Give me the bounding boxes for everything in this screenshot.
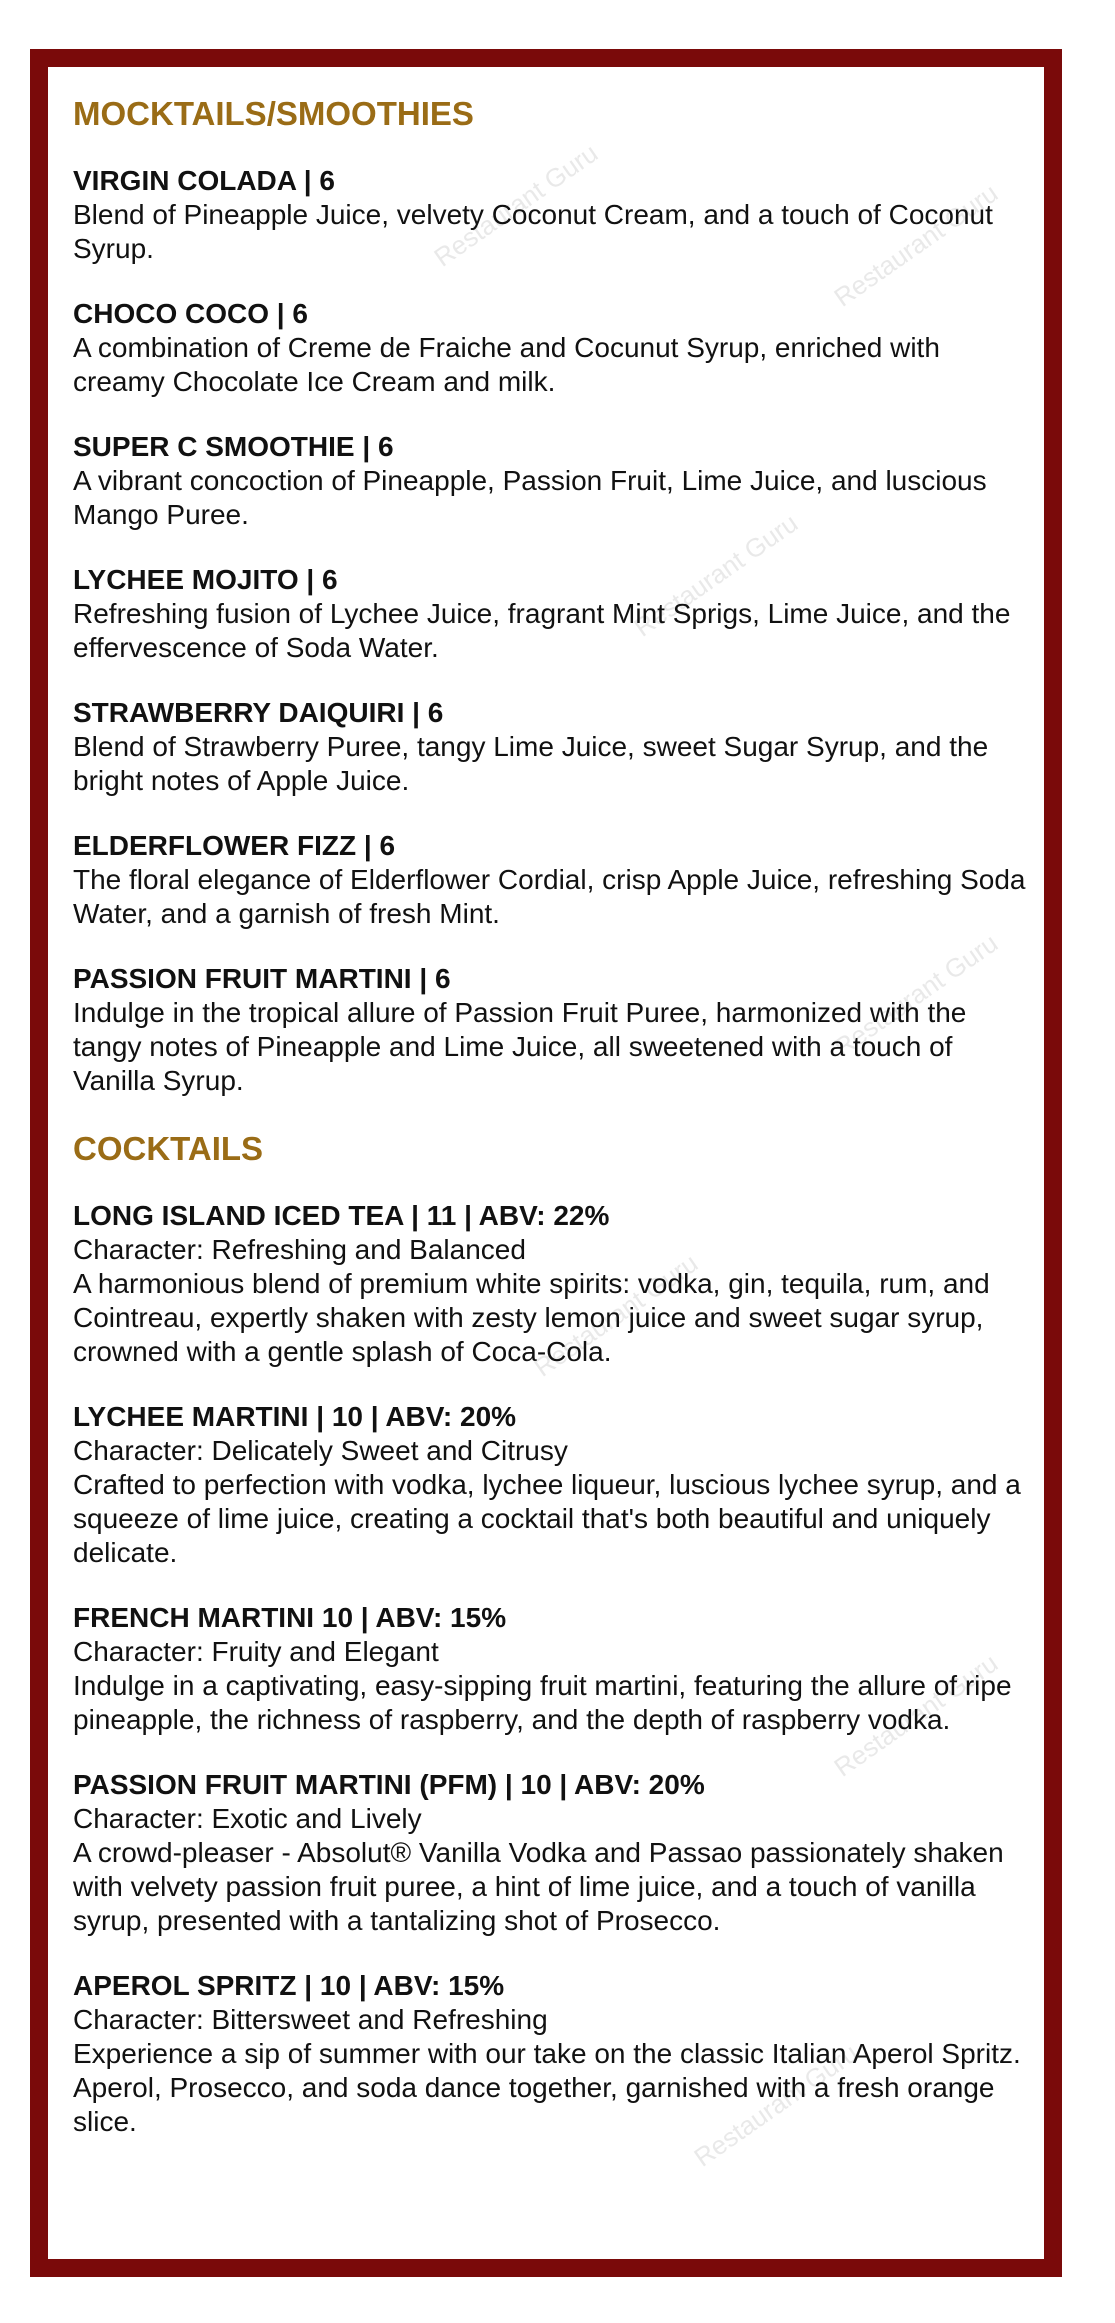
item-description: Crafted to perfection with vodka, lychee liqueur, luscious lychee syrup, and a squeeze of lime juice, creating a cocktail that's both beautiful and uniquely delicate. (73, 1469, 1021, 1568)
menu-item (73, 1768, 1033, 1938)
menu-item (73, 430, 1033, 532)
item-description: A crowd-pleaser - Absolut® Vanilla Vodka and Passao passionately shaken with velvety passion fruit puree, a hint of lime juice, and a touch of vanilla syrup, presented with a tantalizing shot of Prosecco. (73, 1837, 1004, 1936)
item-description: A combination of Creme de Fraiche and Cocunut Syrup, enriched with creamy Chocolate Ice Cream and milk. (73, 332, 940, 397)
watermark-text: Restaurant Guru (528, 1247, 704, 1383)
menu-item (73, 1969, 1033, 2139)
watermark-text: Restaurant Guru (428, 137, 604, 273)
item-description: A harmonious blend of premium white spirits: vodka, gin, tequila, rum, and Cointreau, expertly shaken with zesty lemon juice and sweet sugar syrup, crowned with a gentle splash of Coca-Cola. (73, 1268, 990, 1367)
menu-item (73, 829, 1033, 931)
watermark-text: Restaurant Guru (628, 507, 804, 643)
item-name: VIRGIN COLADA | 6 (73, 165, 335, 196)
item-name: CHOCO COCO | 6 (73, 298, 308, 329)
item-name: ELDERFLOWER FIZZ | 6 (73, 830, 396, 861)
menu-item (73, 563, 1033, 665)
watermark-text: Restaurant Guru (828, 177, 1004, 313)
item-name: PASSION FRUIT MARTINI | 6 (73, 963, 451, 994)
item-description: Indulge in the tropical allure of Passion Fruit Puree, harmonized with the tangy notes of Pineapple and Lime Juice, all sweetened with a touch of Vanilla Syrup. (73, 997, 967, 1096)
item-description: Refreshing fusion of Lychee Juice, fragrant Mint Sprigs, Lime Juice, and the effervescence of Soda Water. (73, 598, 1011, 663)
item-character: Character: Fruity and Elegant (73, 1636, 439, 1667)
menu-item (73, 1199, 1033, 1369)
item-name: LYCHEE MARTINI | 10 | ABV: 20% (73, 1401, 517, 1432)
item-description: Blend of Strawberry Puree, tangy Lime Juice, sweet Sugar Syrup, and the bright notes of Apple Juice. (73, 731, 989, 796)
menu-item (73, 1400, 1033, 1570)
item-name: APEROL SPRITZ | 10 | ABV: 15% (73, 1970, 505, 2001)
section-title-mocktails: MOCKTAILS/SMOOTHIES (73, 95, 474, 132)
watermark-text: Restaurant Guru (828, 1647, 1004, 1783)
item-character: Character: Bittersweet and Refreshing (73, 2004, 548, 2035)
item-name: LYCHEE MOJITO | 6 (73, 564, 338, 595)
item-description: Indulge in a captivating, easy-sipping fruit martini, featuring the allure of ripe pineapple, the richness of raspberry, and the depth of raspberry vodka. (73, 1670, 1012, 1735)
section-title-cocktails: COCKTAILS (73, 1130, 264, 1167)
menu-content (73, 94, 1033, 2170)
menu-item (73, 1601, 1033, 1737)
item-description: Blend of Pineapple Juice, velvety Coconut Cream, and a touch of Coconut Syrup. (73, 199, 993, 264)
item-name: PASSION FRUIT MARTINI (PFM) | 10 | ABV: 20% (73, 1769, 705, 1800)
menu-item (73, 164, 1033, 266)
item-name: SUPER C SMOOTHIE | 6 (73, 431, 394, 462)
menu-item (73, 297, 1033, 399)
watermark-text: Restaurant Guru (688, 2037, 864, 2173)
item-description: Experience a sip of summer with our take on the classic Italian Aperol Spritz. Aperol, Prosecco, and soda dance together, garnished with a fresh orange slice. (73, 2038, 1021, 2137)
item-description: A vibrant concoction of Pineapple, Passion Fruit, Lime Juice, and luscious Mango Puree. (73, 465, 987, 530)
item-name: FRENCH MARTINI 10 | ABV: 15% (73, 1602, 507, 1633)
item-character: Character: Refreshing and Balanced (73, 1234, 526, 1265)
menu-item (73, 696, 1033, 798)
item-description: The floral elegance of Elderflower Cordial, crisp Apple Juice, refreshing Soda Water, and a garnish of fresh Mint. (73, 864, 1026, 929)
item-character: Character: Exotic and Lively (73, 1803, 422, 1834)
menu-item (73, 962, 1033, 1098)
item-character: Character: Delicately Sweet and Citrusy (73, 1435, 568, 1466)
item-name: LONG ISLAND ICED TEA | 11 | ABV: 22% (73, 1200, 610, 1231)
watermark-text: Restaurant Guru (828, 927, 1004, 1063)
item-name: STRAWBERRY DAIQUIRI | 6 (73, 697, 444, 728)
